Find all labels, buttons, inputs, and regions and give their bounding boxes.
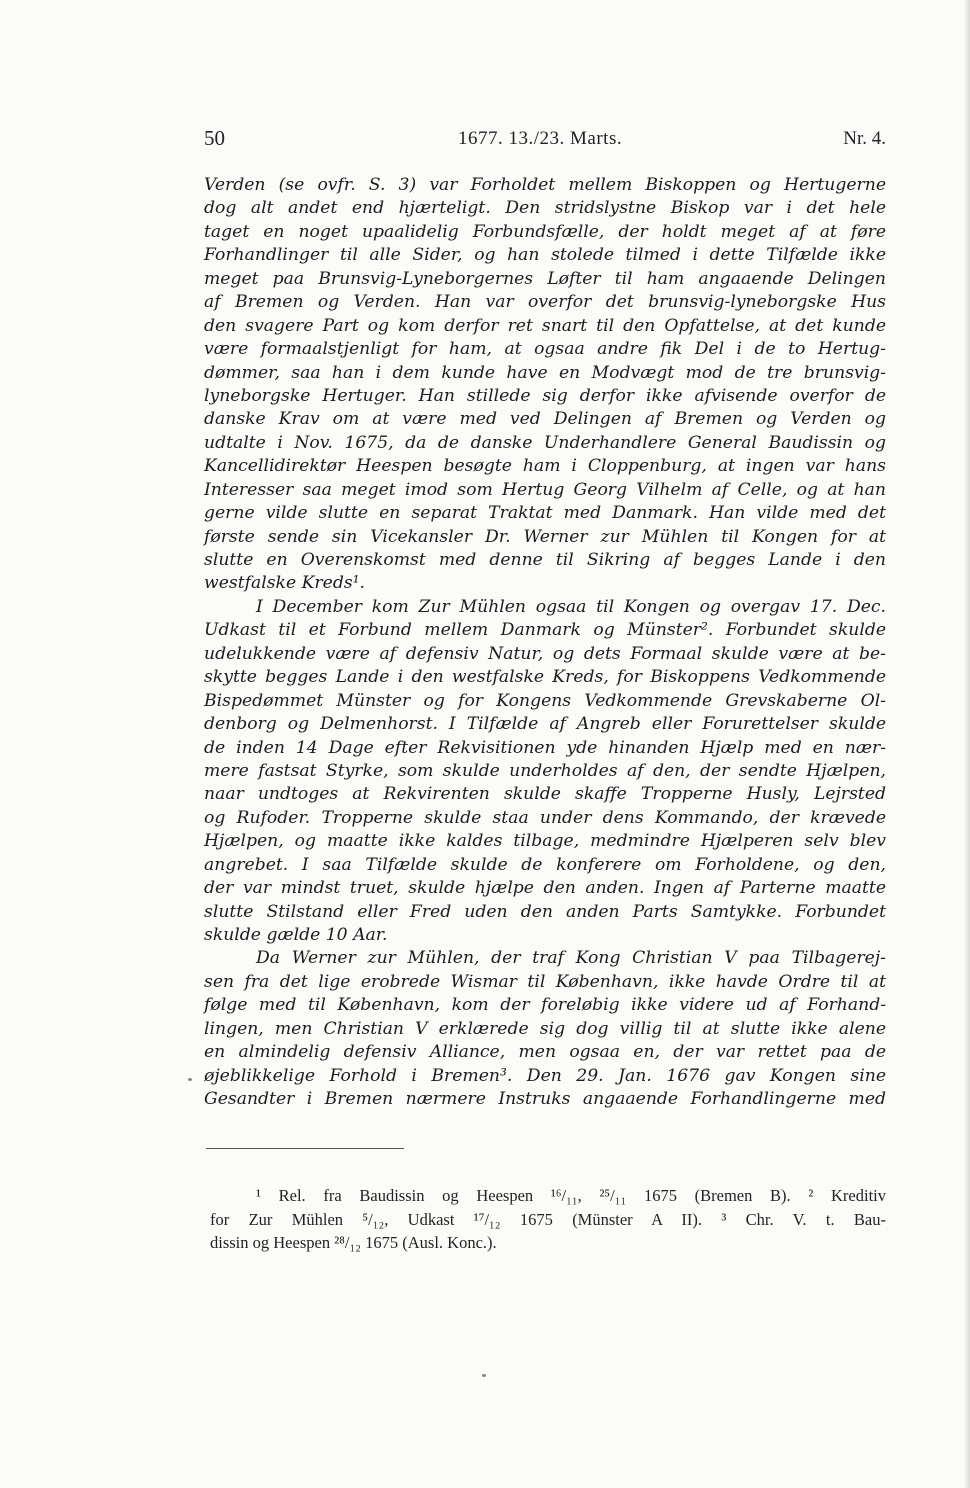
text-line: Udkast til et Forbund mellem Danmark og Münster². Forbundet skulde [204, 620, 886, 641]
paper-speck [188, 1078, 192, 1081]
text-line: Da Werner zur Mühlen, der traf Kong Christian V paa Tilbagerej- [256, 948, 886, 969]
footnote-divider [206, 1148, 404, 1149]
text-line: danske Krav om at være med ved Delingen af Bremen og Verden og [204, 409, 886, 430]
text-line: angrebet. I saa Tilfælde skulde de konferere om Forholdene, og den, [204, 854, 886, 875]
text-line: gerne vilde slutte en separat Traktat med Danmark. Han vilde med det [204, 503, 886, 524]
text-line: slutte Stilstand eller Fred uden den anden Parts Samtykke. Forbundet [204, 901, 886, 922]
text-line: Forhandlinger til alle Sider, og han stolede tilmed i dette Tilfælde ikke [204, 245, 886, 266]
text-line: slutte en Overenskomst med denne til Sikring af begges Lande i den [204, 550, 886, 570]
text-line: de inden 14 Dage efter Rekvisitionen yde hinanden Hjælp med en nær- [204, 737, 886, 758]
main-text [204, 174, 886, 1112]
text-line: udelukkende være af defensiv Natur, og dets Formaal skulde være at be- [204, 643, 886, 664]
text-line: Interesser saa meget imod som Hertug Georg Vilhelm af Celle, og at han [204, 479, 886, 500]
footnote-line: for Zur Mühlen ⁵/₁₂, Udkast ¹⁷/₁₂ 1675 (Münster A II). ³ Chr. V. t. Bau- [210, 1209, 886, 1229]
text-line: westfalske Kreds¹. [204, 573, 365, 594]
text-line: følge med til København, kom der foreløbig ikke videre ud af Forhand- [204, 995, 886, 1016]
text-line: dømmer, saa han i dem kunde have en Modvægt mod de tre brunsvig- [204, 362, 886, 383]
text-line: en almindelig defensiv Alliance, men ogsaa en, der var rettet paa de [204, 1042, 886, 1063]
text-line: Gesandter i Bremen nærmere Instruks angaaende Forhandlingerne med [204, 1089, 886, 1110]
text-line: af Bremen og Verden. Han var overfor det brunsvig-lyneborgske Hus [204, 292, 886, 313]
text-line: Hjælpen, og maatte ikke kaldes tilbage, medmindre Hjælperen selv blev [204, 831, 886, 852]
text-line: første sende sin Vicekansler Dr. Werner zur Mühlen til Kongen for at [204, 526, 886, 547]
text-line: Kancellidirektør Heespen besøgte ham i Cloppenburg, at ingen var hans [204, 456, 886, 477]
text-line: skulde gælde 10 Aar. [204, 925, 388, 945]
text-line: naar undtoges at Rekvirenten skulde skaffe Tropperne Husly, Lejrsted [204, 784, 886, 805]
document-number: Nr. 4. [843, 128, 886, 149]
text-line: I December kom Zur Mühlen ogsaa til Kongen og overgav 17. Dec. [256, 596, 886, 617]
text-line: der var mindst truet, skulde hjælpe den anden. Ingen af Parterne maatte [204, 878, 886, 899]
text-line: udtalte i Nov. 1675, da de danske Underhandlere General Baudissin og [204, 432, 886, 453]
text-line: dog alt andet end hjærteligt. Den stridslystne Biskop var i det hele [204, 198, 886, 219]
text-line: den svagere Part og kom derfor ret snart til den Opfattelse, at det kunde [204, 315, 886, 336]
text-line: Bispedømmet Münster og for Kongens Vedkommende Grevskaberne Ol- [204, 690, 886, 711]
text-line: lyneborgske Hertuger. Han stillede sig derfor ikke afvisende overfor de [204, 385, 886, 406]
text-line: denborg og Delmenhorst. I Tilfælde af Angreb eller Forurettelser skulde [204, 714, 886, 735]
text-line: Verden (se ovfr. S. 3) var Forholdet mellem Biskoppen og Hertugerne [204, 175, 886, 195]
running-title: 1677. 13./23. Marts. [458, 128, 623, 149]
text-line: lingen, men Christian V erklærede sig dog villig til at slutte ikke alene [204, 1018, 886, 1039]
page-number: 50 [204, 126, 225, 150]
text-line: taget en noget upaalidelig Forbundsfælle, der holdt meget af at føre [204, 221, 886, 242]
text-line: være formaalstjenligt for ham, at ogsaa andre fik Del i de to Hertug- [204, 339, 886, 360]
footnotes [210, 1184, 886, 1255]
page-header [204, 126, 886, 156]
footnote-line: dissin og Heespen ²⁸/₁₂ 1675 (Ausl. Konc.). [210, 1233, 497, 1252]
text-line: øjeblikkelige Forhold i Bremen³. Den 29. Jan. 1676 gav Kongen sine [204, 1065, 886, 1086]
page-edge [964, 0, 970, 1488]
text-line: mere fastsat Styrke, som skulde underholdes af den, der sendte Hjælpen, [204, 760, 886, 781]
text-line: og Rufoder. Tropperne skulde staa under dens Kommando, der krævede [204, 807, 886, 828]
text-line: sen fra det lige erobrede Wismar til København, ikke havde Ordre til at [204, 971, 886, 992]
footnote-line: ¹ Rel. fra Baudissin og Heespen ¹⁶/₁₁, ²⁵/₁₁ 1675 (Bremen B). ² Kreditiv [256, 1186, 886, 1205]
text-line: meget paa Brunsvig-Lyneborgernes Løfter til ham angaaende Delingen [204, 268, 886, 289]
text-line: skytte begges Lande i den westfalske Kreds, for Biskoppens Vedkommende [204, 667, 886, 688]
paper-speck [482, 1374, 486, 1377]
